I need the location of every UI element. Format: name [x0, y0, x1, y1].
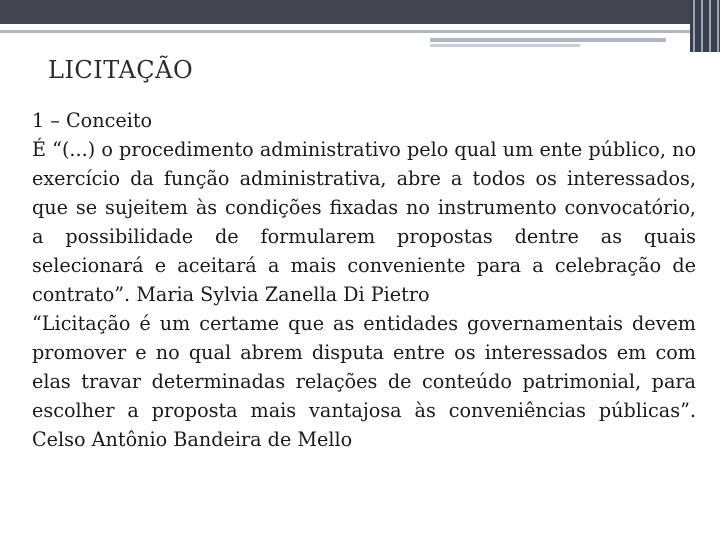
top-banner: [0, 0, 720, 24]
slide-title: LICITAÇÃO: [48, 56, 194, 84]
slide-body: [32, 106, 696, 454]
accent-rule: [0, 30, 700, 33]
quote-paragraph-1: É “(...) o procedimento administrativo pelo qual um ente público, no exercício da função administrativa, abre a todos os interessados, que se sujeitem às condições fixadas no instrumento convocatório, a possibilidade de formularem propostas dentre as quais selecionará e aceitará a mais conveniente para a celebração de contrato”. Maria Sylvia Zanella Di Pietro: [32, 138, 696, 306]
accent-strip-upper: [430, 38, 666, 42]
section-heading: 1 – Conceito: [32, 109, 153, 132]
accent-strip-lower: [430, 44, 580, 47]
quote-paragraph-2: “Licitação é um certame que as entidades governamentais devem promover e no qual abrem disputa entre os interessados em com elas travar determinadas relações de conteúdo patrimonial, para escolher a proposta mais vantajosa às conveniências públicas”. Celso Antônio Bandeira de Mello: [32, 312, 696, 451]
corner-decoration: [690, 0, 720, 52]
